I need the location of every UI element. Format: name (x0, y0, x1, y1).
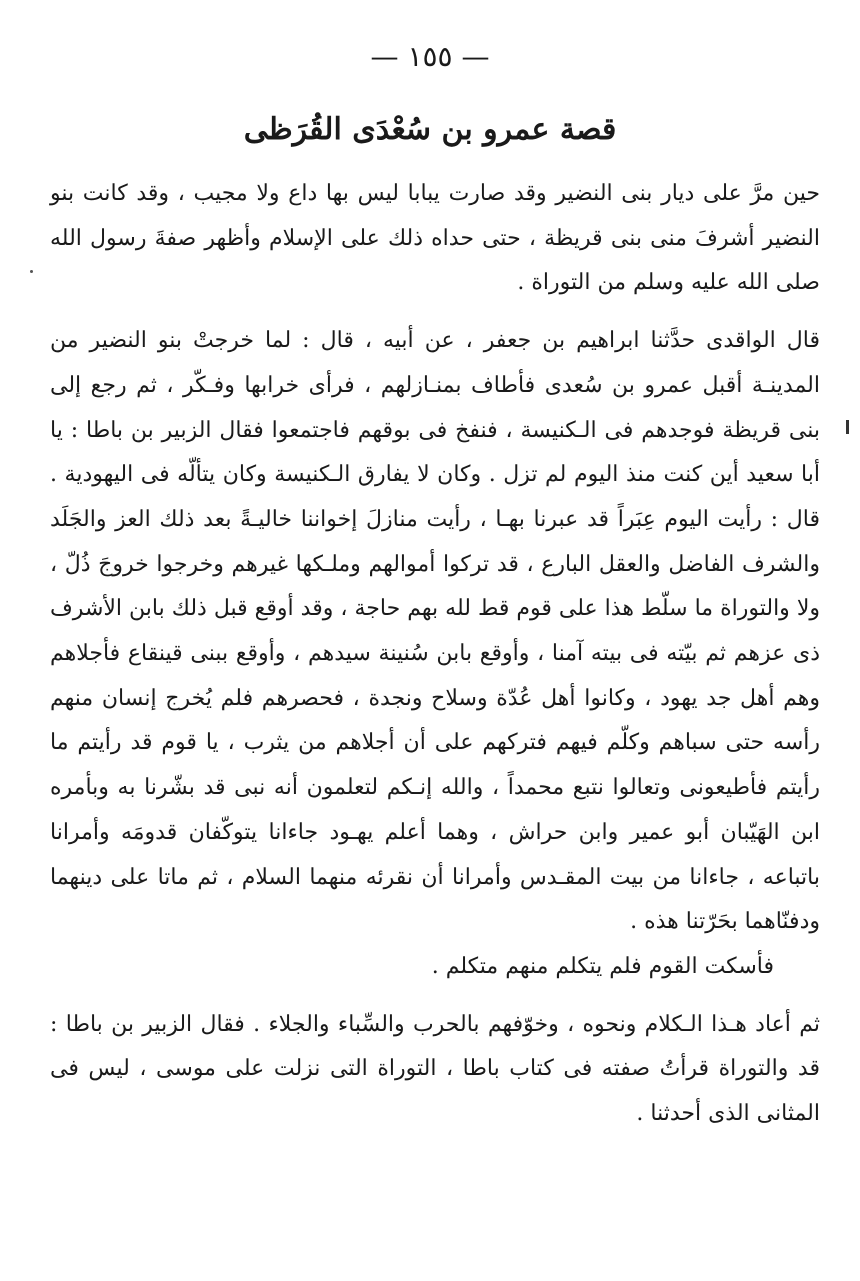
chapter-title: قصة عمرو بن سُعْدَى القُرَظى (243, 112, 617, 147)
body-text (50, 172, 820, 1137)
paragraph-intro: حين مرَّ على ديار بنى النضير وقد صارت يبابا ليس بها داع ولا مجيب ، وقد كانت بنو النضير أشرفَ منى بنى قريظة ، حتى حداه ذلك على الإسلام وأظهر صفةَ رسول الله صلى الله عليه وسلم من التوراة . (50, 181, 820, 296)
page-number: — ١٥٥ — (370, 40, 490, 73)
paragraph-reply: ثم أعاد هـذا الـكلام ونحوه ، وخوّفهم بالحرب والسِّباء والجلاء . فقال الزبير بن باطا : قد والتوراة قرأتُ صفته فى كتاب باطا ، التوراة التى نزلت على موسى ، ليس فى المثانى الذى أحدثنا . (50, 1011, 820, 1127)
margin-dot (30, 270, 33, 273)
paragraph-silence: فأسكت القوم فلم يتكلم منهم متكلم . (431, 953, 774, 979)
paragraph-narration: قال الواقدى حدَّثنا ابراهيم بن جعفر ، عن أبيه ، قال : لما خرجتْ بنو النضير من المدينـة أقبل عمرو بن سُعدى فأطاف بمنـازلهم ، فرأى خرابها وفـكّر ، ثم رجع إلى بنى قريظة فوجدهم فى الـكنيسة ، فنفخ فى بوقهم فاجتمعوا فقال الزبير بن باطا : يا أبا سعيد أين كنت منذ اليوم لم تزل . وكان لا يفارق الـكنيسة وكان يتألّه فى اليهودية . قال : رأيت اليوم عِبَراً قد عبرنا بهـا ، رأيت منازلَ إخواننا خاليـةً بعد ذلك العز والجَلَد والشرف الفاضل والعقل البارع ، قد تركوا أموالهم وملـكها غيرهم وخرجوا خروجَ ذُلّ ، ولا والتوراة ما سلّط هذا على قوم قط لله بهم حاجة ، وقد أوقع قبل ذلك بابن الأشرف ذى عزهم ثم بيّته فى بيته آمنا ، وأوقع بابن سُنينة سيدهم ، وأوقع ببنى قينقاع فأجلاهم وهم أهل جد يهود ، وكانوا أهل عُدّة وسلاح ونجدة ، فحصرهم فلم يُخرج إنسان منهم رأسه حتى سباهم وكلّم فيهم فتركهم على أن أجلاهم من يثرب ، يا قوم قد رأيتم ما رأيتم فأطيعونى وتعالوا نتبع محمداً ، والله إنـكم لتعلمون أنه نبى قد بشّرنا به وبأمره ابن الهَيّبان أبو عمير وابن حراش ، وهما أعلم يهـود جاءانا يتوكّفان قدومَه وأمرانا باتباعه ، جاءانا من بيت المقـدس وأمرانا أن نقرئه منهما السلام ، ثم ماتا على دينهما ودفنّاهما بحَرّتنا هذه . (50, 328, 821, 935)
margin-mark (846, 420, 849, 434)
